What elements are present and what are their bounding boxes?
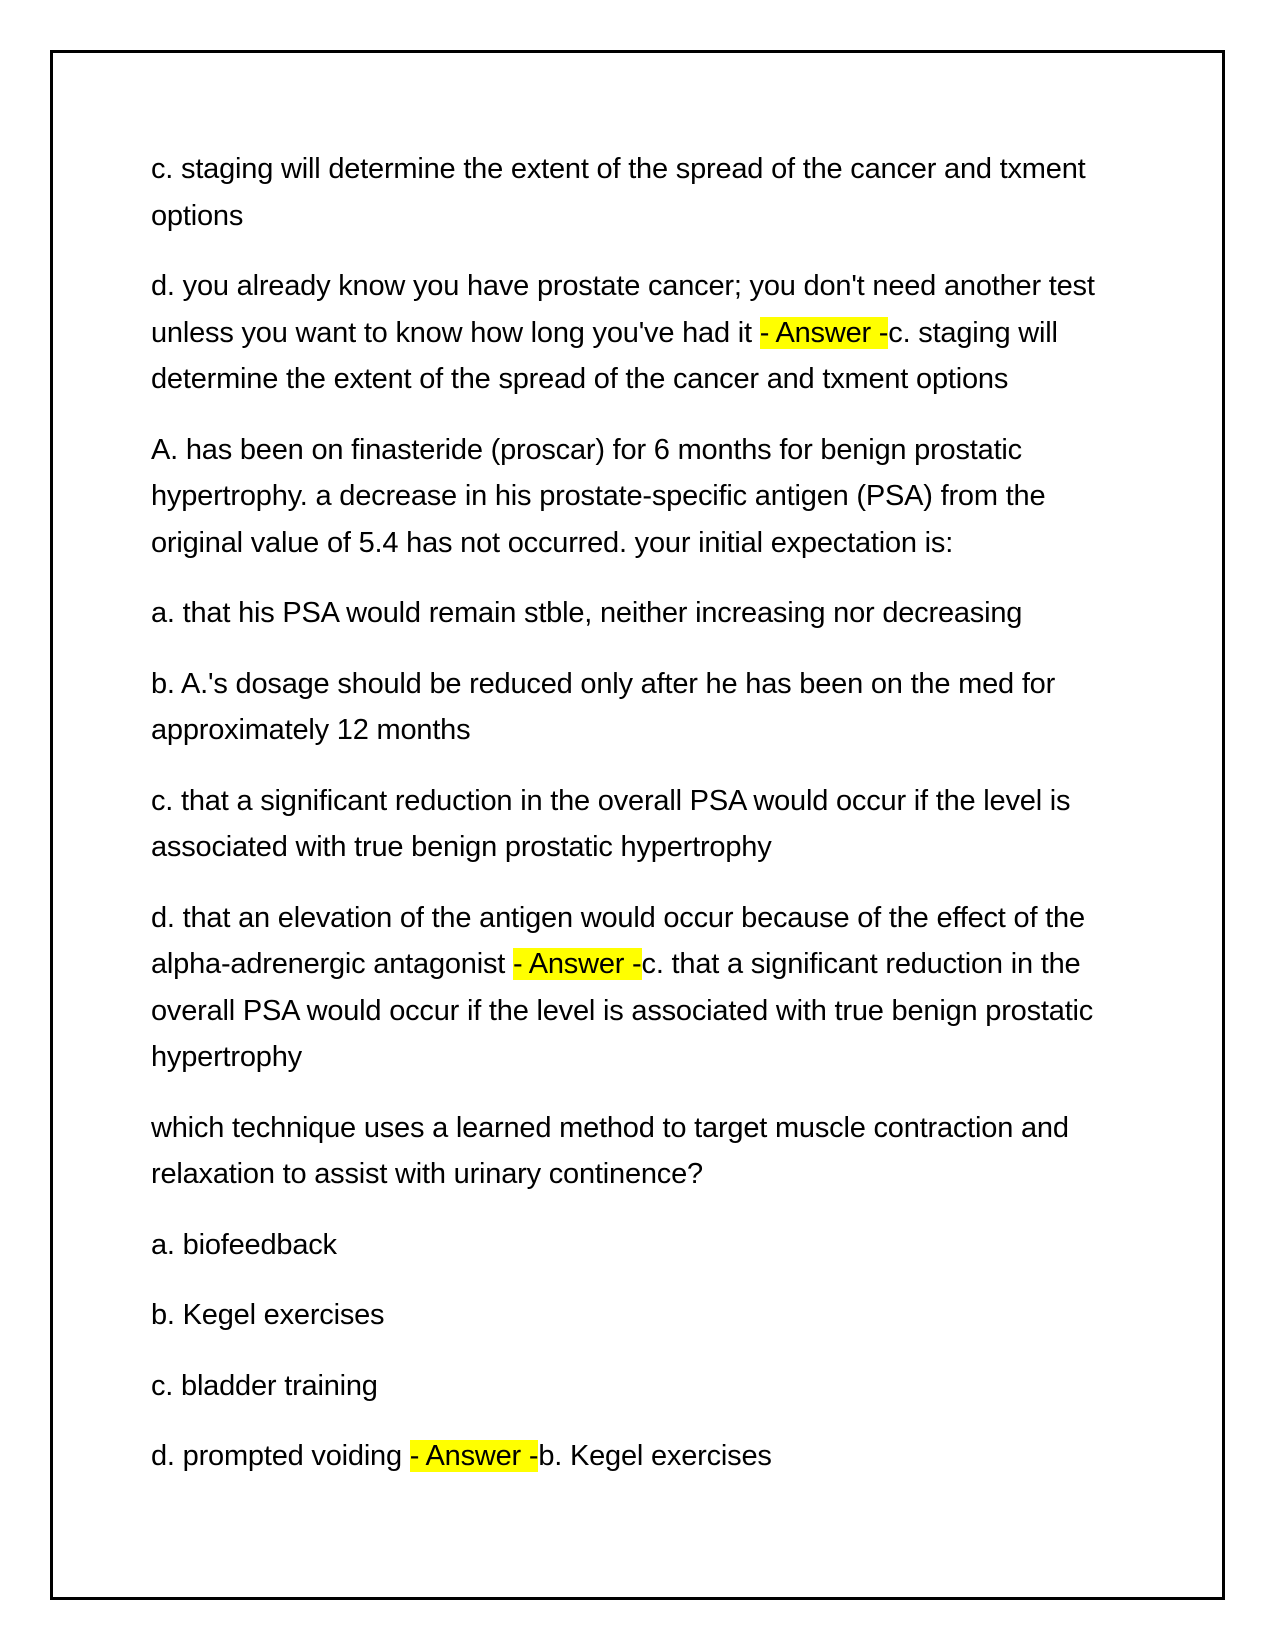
paragraph-text: d. that an elevation of the antigen would occur because of the effect of the alpha-adrenergic antagonist [151, 901, 1085, 980]
answer-text: b. Kegel exercises [538, 1440, 772, 1472]
paragraph-question-finasteride: A. has been on finasteride (proscar) for 6 months for benign prostatic hypertrophy. a decrease in his prostate-specific antigen (PSA) from the original value of 5.4 has not occurred. your initial expectation is: [151, 433, 1046, 559]
paragraph-option-a: a. biofeedback [151, 1228, 337, 1261]
paragraph-option-c: c. bladder training [151, 1369, 378, 1402]
paragraph-option-b: b. Kegel exercises [151, 1299, 385, 1331]
paragraph-option-b: b. A.'s dosage should be reduced only after he has been on the med for approximately 12 months [151, 667, 1056, 746]
answer-highlight: - Answer - [759, 316, 889, 349]
paragraph-option-d-with-answer [151, 1433, 1131, 1480]
paragraph-text: d. prompted voiding [151, 1440, 410, 1472]
paragraph-text: d. you already know you have prostate cancer; you don't need another test unless you want to know how long you've had it [151, 270, 1095, 349]
paragraph-option-c-staging: c. staging will determine the extent of the spread of the cancer and txment options [151, 153, 1086, 232]
answer-highlight: - Answer - [409, 1440, 539, 1472]
answer-text: c. that a significant reduction in the overall PSA would occur if the level is associated with true benign prostatic hypertrophy [151, 948, 1094, 1073]
paragraph-option-c: c. that a significant reduction in the overall PSA would occur if the level is associated with true benign prostatic hypertrophy [151, 784, 1071, 863]
paragraph-option-d-with-answer [151, 895, 1131, 1081]
paragraph-question-continence: which technique uses a learned method to target muscle contraction and relaxation to assist with urinary continence? [151, 1111, 1069, 1190]
paragraph-option-a: a. that his PSA would remain stble, neither increasing nor decreasing [151, 597, 1023, 629]
answer-highlight: - Answer - [512, 948, 642, 980]
document-body [151, 146, 1131, 1504]
answer-text: c. staging will determine the extent of the spread of the cancer and txment options [151, 316, 1058, 395]
paragraph-option-d-with-answer [151, 263, 1131, 403]
